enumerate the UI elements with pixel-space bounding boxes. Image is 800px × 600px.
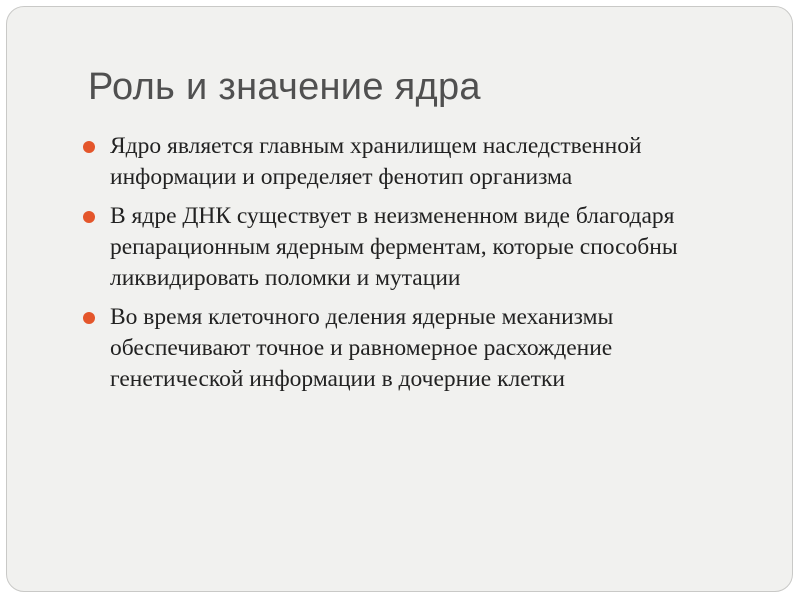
bullet-item-genetic-storage: [82, 131, 742, 193]
bullet-dot-icon: [83, 141, 95, 153]
bullet-text: В ядре ДНК существует в неизмененном виде благодаря репарационным ядерным ферментам, которые способны ликвидировать поломки и мутации: [110, 203, 678, 291]
bullet-list: [82, 131, 742, 403]
slide-title: Роль и значение ядра: [88, 66, 481, 108]
bullet-text: Во время клеточного деления ядерные механизмы обеспечивают точное и равномерное расхождение генетической информации в дочерние клетки: [110, 304, 614, 392]
bullet-text: Ядро является главным хранилищем наследственной информации и определяет фенотип организма: [110, 133, 642, 190]
bullet-dot-icon: [83, 312, 95, 324]
bullet-item-dna-repair: [82, 201, 742, 294]
bullet-item-cell-division: [82, 302, 742, 395]
bullet-dot-icon: [83, 211, 95, 223]
